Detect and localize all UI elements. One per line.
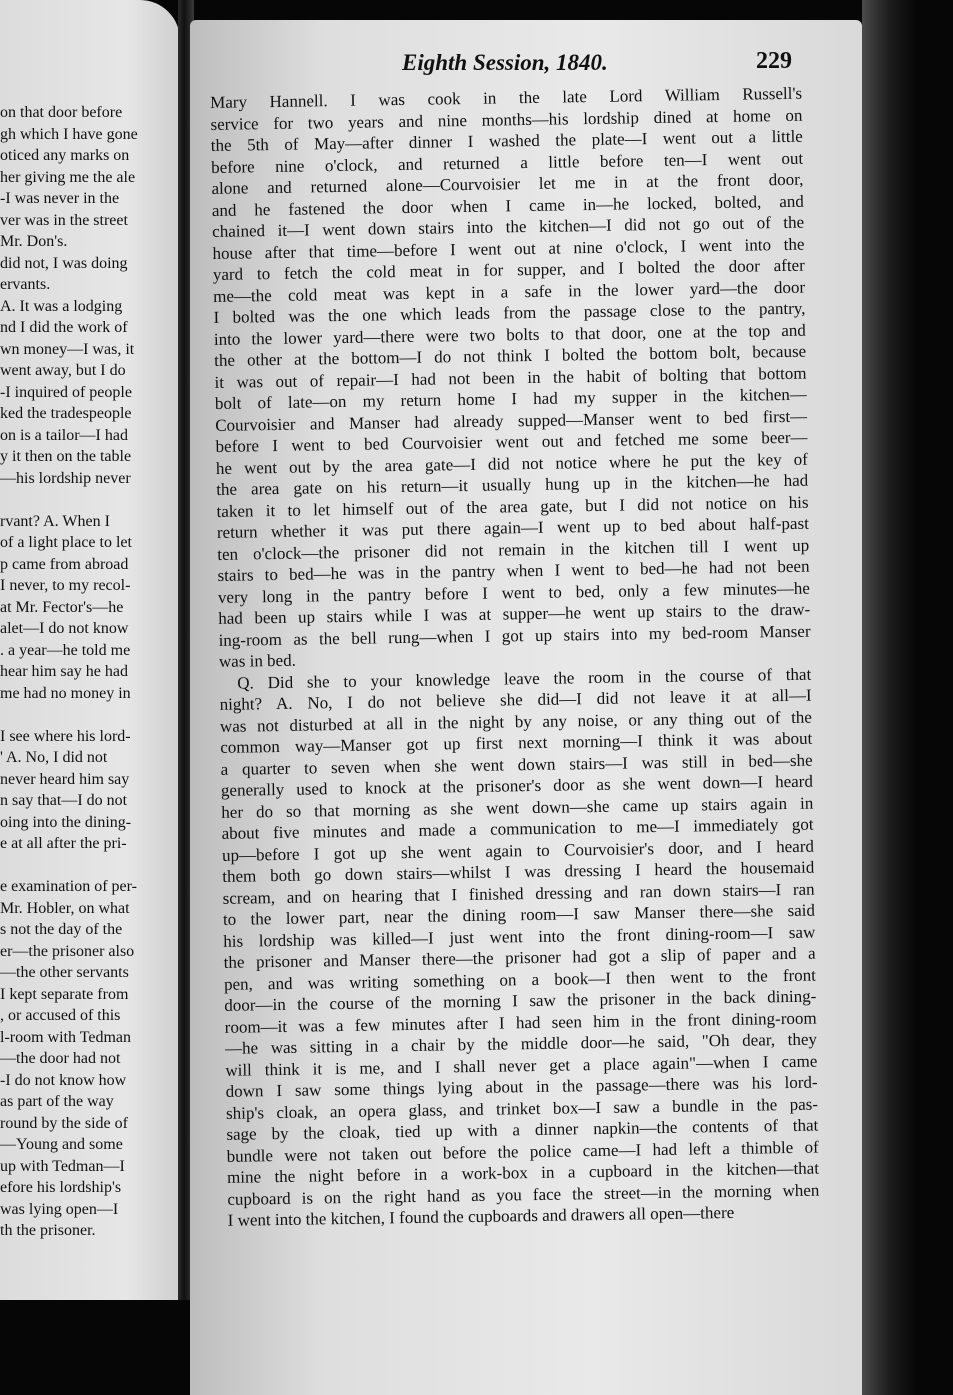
page-header bbox=[190, 48, 810, 78]
left-page bbox=[0, 0, 180, 1300]
text-line: had been up stairs while I was at supper—he went up stairs to the draw- bbox=[218, 599, 811, 628]
left-text-line: gh which I have gone bbox=[0, 125, 138, 143]
text-line: pen, and was writing something on a book—I then went to the front bbox=[223, 965, 817, 994]
left-text-line: . a year—he told me bbox=[0, 641, 131, 659]
left-page-text bbox=[0, 102, 157, 1242]
text-line: stairs to bed—he was in the pantry when I went to bed—he had not been bbox=[217, 556, 810, 585]
left-text-line: wn money—I was, it bbox=[0, 340, 135, 358]
left-text-line: I see where his lord- bbox=[0, 727, 131, 745]
text-line: return whether it was put there again—I went up to bed about half-past bbox=[216, 513, 809, 542]
left-text-line: her giving me the ale bbox=[0, 168, 136, 186]
left-text-line: oing into the dining- bbox=[0, 813, 132, 831]
text-line: ship's cloak, an opera glass, and trinket box—I saw a bundle in the pas- bbox=[225, 1094, 819, 1123]
left-text-line: on is a tailor—I had bbox=[0, 426, 128, 444]
text-line: the prisoner and Manser there—the prisoner had got a slip of paper and a bbox=[223, 943, 816, 972]
left-text-line: —the other servants bbox=[0, 964, 129, 981]
text-line: me—the cold meat was kept in a safe in the lower yard—the door bbox=[213, 277, 806, 306]
page-number: 229 bbox=[756, 48, 792, 74]
left-text-line: did not, I was doing bbox=[0, 254, 128, 272]
text-line: scream, and on hearing that I finished dressing and ran down stairs—I ran bbox=[222, 879, 815, 908]
text-line: sage by the cloak, tied up with a dinner napkin—the contents of that bbox=[226, 1115, 819, 1144]
left-text-line bbox=[0, 855, 157, 877]
left-text-line: er—the prisoner also bbox=[0, 942, 135, 960]
text-line: alone and returned alone—Courvoisier let me in at the front door, bbox=[211, 169, 804, 198]
left-text-line: alet—I do not know bbox=[0, 620, 129, 637]
left-text-line: hear him say he had bbox=[0, 663, 128, 680]
text-line: was in bed. bbox=[218, 650, 297, 671]
text-line: them both go down stairs—whilst I was dressing I heard the housemaid bbox=[222, 857, 815, 886]
text-line: service for two years and nine months—his lordship dined at home on bbox=[210, 105, 803, 134]
text-line: before nine o'clock, and returned a little before ten—I went out bbox=[211, 148, 804, 177]
left-text-line: went away, but I do bbox=[0, 362, 126, 379]
text-line: Courvoisier and Manser had already supped—Manser went to bed first— bbox=[215, 406, 808, 435]
left-text-line: , or accused of this bbox=[0, 1007, 121, 1024]
scan-background-edge bbox=[862, 0, 953, 1395]
left-text-line: s not the day of the bbox=[0, 921, 123, 938]
text-line: ten o'clock—the prisoner did not remain in the kitchen till I went up bbox=[217, 535, 810, 564]
left-text-line: never heard him say bbox=[0, 770, 130, 788]
text-line: before I went to bed Courvoisier went out and fetched me some beer— bbox=[215, 427, 808, 456]
left-text-line: ' A. No, I did not bbox=[0, 749, 108, 766]
text-line: Mary Hannell. I was cook in the late Lord William Russell's bbox=[210, 83, 803, 112]
text-line: —he was sitting in a chair by the middle door—he said, "Oh dear, they bbox=[224, 1029, 818, 1058]
text-line: mine the night before in a work-box in a cupboard in the kitchen—that bbox=[226, 1158, 820, 1187]
text-line: was not disturbed at all in the night by any noise, or any thing out of the bbox=[219, 707, 813, 736]
left-text-line: on that door before bbox=[0, 104, 123, 121]
text-line: the other at the bottom—I do not think I bolted the bottom bolt, because bbox=[214, 341, 807, 370]
left-text-line: e examination of per- bbox=[0, 878, 137, 895]
left-text-line: A. It was a lodging bbox=[0, 297, 123, 315]
left-text-line bbox=[0, 489, 157, 511]
text-line: into the lower yard—there were two bolts to that door, one at the top and bbox=[213, 320, 806, 349]
text-line: room—it was a few minutes after I had seen him in the front dining-room bbox=[224, 1008, 817, 1037]
left-text-line: was lying open—I bbox=[0, 1200, 119, 1218]
text-line: house after that time—before I went out at nine o'clock, I went into the bbox=[212, 234, 805, 263]
left-text-line: me had no money in bbox=[0, 684, 131, 702]
text-line: the 5th of May—after dinner I washed the plate—I went out a little bbox=[210, 126, 803, 155]
left-text-line: I never, to my recol- bbox=[0, 577, 131, 594]
text-line: night? A. No, I do not believe she did—I did not leave it at all—I bbox=[219, 685, 812, 714]
text-line: ing-room as the bell rung—when I got up stairs into my bed-room Manser bbox=[218, 621, 811, 650]
text-line: to the lower part, near the dining room—I saw Manser there—she said bbox=[222, 900, 816, 929]
left-text-line: as part of the way bbox=[0, 1093, 114, 1110]
left-text-line: p came from abroad bbox=[0, 555, 129, 573]
left-text-line: round by the side of bbox=[0, 1114, 128, 1132]
right-page bbox=[190, 20, 862, 1395]
text-line: I went into the kitchen, I found the cupboards and drawers all open—there bbox=[227, 1202, 735, 1230]
left-text-line: —Young and some bbox=[0, 1136, 123, 1153]
text-line: bolt of late—on my return home I had my supper in the kitchen— bbox=[214, 384, 807, 413]
left-text-line: e at all after the pri- bbox=[0, 835, 127, 852]
left-text-line: -I inquired of people bbox=[0, 383, 132, 401]
text-line: bundle were not taken out before the police came—I had left a thimble of bbox=[226, 1137, 819, 1166]
left-text-line: y it then on the table bbox=[0, 448, 132, 465]
text-line: cupboard is on the right hand as you face the street—in the morning when bbox=[227, 1180, 820, 1209]
left-text-line: ver was in the street bbox=[0, 211, 128, 229]
testimony-text bbox=[210, 83, 820, 1232]
text-line: will think it is me, and I shall never get a place again"—when I came bbox=[225, 1051, 818, 1080]
left-text-line: at Mr. Fector's—he bbox=[0, 598, 124, 616]
text-line: down I saw some things lying about in the passage—there was his lord- bbox=[225, 1072, 818, 1101]
left-text-line: n say that—I do not bbox=[0, 792, 128, 809]
text-line: he went out by the area gate—I did not notice where he put the key of bbox=[215, 449, 808, 478]
text-line: yard to fetch the cold meat in for supper, and I bolted the door after bbox=[212, 255, 805, 284]
left-text-line: up with Tedman—I bbox=[0, 1157, 125, 1175]
left-text-line bbox=[0, 704, 157, 726]
text-line: his lordship was killed—I just went into the front dining-room—I saw bbox=[223, 922, 816, 951]
text-line: up—before I got up she went again to Courvoisier's door, and I heard bbox=[221, 836, 815, 865]
left-text-line: -I was never in the bbox=[0, 190, 120, 207]
left-text-line: l-room with Tedman bbox=[0, 1028, 132, 1046]
left-text-line: -I do not know how bbox=[0, 1071, 127, 1089]
left-text-line: nd I did the work of bbox=[0, 319, 128, 336]
text-line: door—in the course of the morning I saw the prisoner in the back dining- bbox=[224, 986, 817, 1015]
left-text-line: of a light place to let bbox=[0, 534, 132, 551]
text-line: her do so that morning as she went down—she came up stairs again in bbox=[221, 793, 814, 822]
left-text-line: rvant? A. When I bbox=[0, 512, 110, 530]
text-line: the area gate on his return—it usually hung up in the kitchen—he had bbox=[216, 470, 809, 499]
text-line: taken it to let himself out of the area gate, but I did not notice on his bbox=[216, 492, 809, 521]
text-line: Q. Did she to your knowledge leave the room in the course of that bbox=[237, 664, 812, 693]
text-line: it was out of repair—I had not been in the habit of bolting that bottom bbox=[214, 363, 807, 392]
left-text-line: I kept separate from bbox=[0, 985, 129, 1003]
left-text-line: —the door had not bbox=[0, 1050, 121, 1067]
text-line: and he fastened the door when I came in—he locked, bolted, and bbox=[211, 191, 804, 220]
running-head: Eighth Session, 1840. bbox=[402, 50, 608, 75]
text-line: a quarter to seven when she went down stairs—I was still in bed—she bbox=[220, 750, 813, 779]
left-text-line: Mr. Hobler, on what bbox=[0, 899, 130, 917]
left-text-line: ervants. bbox=[0, 276, 51, 293]
left-text-line: —his lordship never bbox=[0, 469, 131, 487]
left-text-line: ked the tradespeople bbox=[0, 405, 132, 422]
left-text-line: th the prisoner. bbox=[0, 1222, 96, 1239]
text-line: about five minutes and made a communication to me—I immediately got bbox=[221, 814, 814, 843]
text-line: generally used to knock at the prisoner's door as she went down—I heard bbox=[220, 771, 814, 800]
text-line: I bolted was the one which leads from the passage close to the pantry, bbox=[213, 298, 806, 327]
left-text-line: Mr. Don's. bbox=[0, 233, 68, 250]
text-line: chained it—I went down stairs into the kitchen—I did not go out of the bbox=[212, 212, 805, 241]
left-text-line: efore his lordship's bbox=[0, 1179, 122, 1196]
text-line: very long in the pantry before I went to bed, only a few minutes—he bbox=[217, 578, 811, 607]
left-text-line: oticed any marks on bbox=[0, 147, 130, 164]
text-line: common way—Manser got up first next morning—I think it was about bbox=[220, 728, 813, 757]
